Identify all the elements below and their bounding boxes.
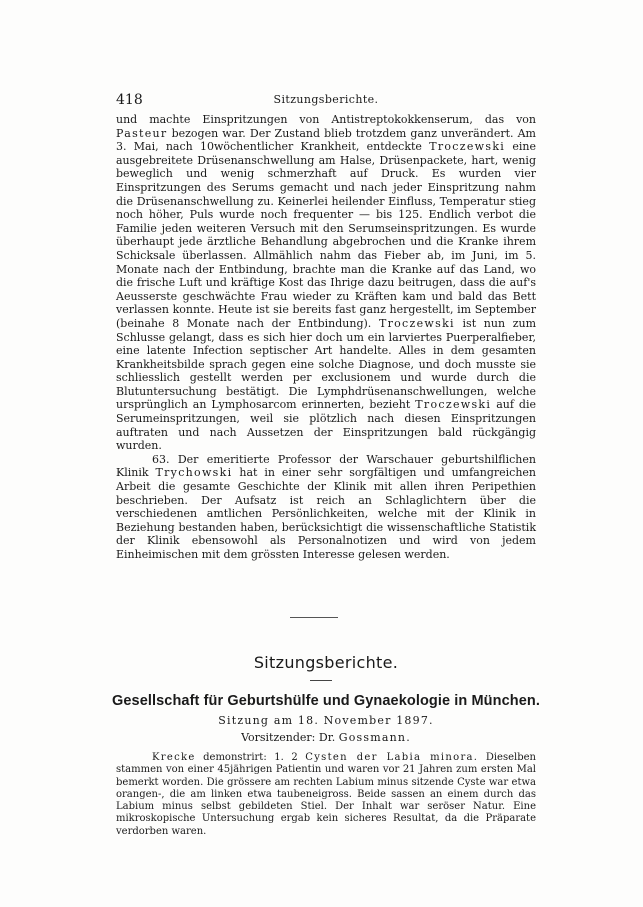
paragraph-krecke bbox=[116, 752, 536, 838]
section-divider bbox=[290, 617, 338, 618]
text-run: ist nun zum Schlusse gelangt, dass es sich hier doch um ein larviertes Puerperalfieber, eine latente Infection septischer Art handelte. Alles in dem gesamten Krankheitsbilde sprach gegen eine solche Diagnose, und doch musste sie schliesslich gestellt werden per exclusionem und wurde durch die Blutuntersuchung bestätigt. Die Lymphdrüsenanschwellungen, welche ursprünglich an Lymphosarcom erinnerten, bezieht bbox=[116, 316, 537, 412]
text-run: auf die Serumeinspritzungen, weil sie plötzlich nach diesen Einspritzungen auftraten und nach Aussetzen der Einspritzungen bald rückgängig wurden. bbox=[116, 398, 537, 453]
chairman-line bbox=[116, 731, 536, 744]
paragraph-continued bbox=[116, 113, 536, 453]
text-run: bezogen war. Der Zustand blieb trotzdem ganz unverändert. Am 3. Mai, nach 10wöchentlicher Krankheit, entdeckte bbox=[116, 126, 536, 154]
page-number: 418 bbox=[116, 92, 143, 108]
person-name: Troczewski bbox=[415, 398, 492, 412]
text-run: hat in einer sehr sorgfältigen und umfangreichen Arbeit die gesamte Geschichte der Klinik mit allen ihren Peripethien beschrieben. Der Aufsatz ist reich an Schlaglichtern über die verschiedenen amtlichen Persönlichkeiten, welche mit der Klinik in Beziehung bestanden haben, berücksichtigt die wissenschaftliche Statistik der Klinik ebensowohl als Personalnotizen und wird von jedem Einheimischen mit dem grössten Interesse gelesen werden. bbox=[116, 466, 536, 561]
person-name: Trychowski bbox=[155, 466, 233, 480]
title-underline bbox=[310, 680, 332, 681]
chair-name: Gossmann. bbox=[338, 731, 411, 744]
session-date: Sitzung am 18. November 1897. bbox=[218, 714, 434, 727]
running-title: Sitzungsberichte. bbox=[273, 93, 379, 106]
society-title: Gesellschaft für Geburtshülfe und Gynaekologie in München. bbox=[112, 693, 540, 709]
person-name: Troczewski bbox=[378, 316, 455, 330]
text-run: eine ausgebreitete Drüsenanschwellung am Halse, Drüsenpackete, hart, wenig beweglich und wenig schmerzhaft auf Druck. Es wurden vier Einspritzungen des Serums gemacht und nach jeder Einspritzung nahm die Drüsenanschwellung zu. Keinerlei heilender Einfluss, Temperatur stieg noch höher, Puls wurde noch frequenter — bis 125. Endlich verbot die Familie jeden weiteren Versuch mit den Serumseinspritzungen. Es wurde überhaupt jede ärztliche Behandlung abgebrochen und die Kranke ihrem Schicksale überlassen. Allmählich nahm das Fieber ab, im Juni, im 5. Monate nach der Entbindung, brachte man die Kranke auf das Land, wo die frische Luft und kräftige Kost das Ihrige dazu beitrugen, dass die auf's Aeusserste geschwächte Frau wieder zu Kräften kam und bald das Bett verlassen konnte. Heute ist sie bereits fast ganz hergestellt, im September (beinahe 8 Monate nach der Entbindung). bbox=[116, 140, 536, 330]
chair-label: Vorsitzender: Dr. bbox=[241, 731, 339, 744]
text-run: 63. Der emeritierte Professor der Warschauer geburtshilflichen Klinik bbox=[116, 452, 536, 480]
report-body bbox=[116, 752, 536, 838]
paragraph-63 bbox=[116, 453, 536, 562]
text-run: und machte Einspritzungen von Antistreptokokkenserum, das von bbox=[116, 113, 536, 126]
person-name: Pasteur bbox=[116, 126, 168, 140]
article-body bbox=[116, 113, 536, 562]
section-title: Sitzungsberichte. bbox=[253, 653, 399, 672]
person-name: Krecke bbox=[152, 752, 196, 763]
text-run: demonstrirt: 1. 2 bbox=[195, 752, 306, 763]
text-run: Dieselben stammen von einer 45jährigen Patientin und waren vor 21 Jahren zum ersten Mal bemerkt worden. Die grössere am rechten Labium minus sitzende Cyste war etwa orangen-, die am linken etwa taubeneigross. Beide sassen an einem durch das Labium minus selbst gebildeten Stiel. Der Inhalt war seröser Natur. Eine mikroskopische Untersuchung ergab kein sicheres Resultat, da die Präparate verdorben waren. bbox=[116, 752, 536, 837]
person-name: Troczewski bbox=[429, 140, 506, 154]
case-title: Cysten der Labia minora. bbox=[305, 752, 479, 763]
page-header bbox=[116, 92, 536, 108]
